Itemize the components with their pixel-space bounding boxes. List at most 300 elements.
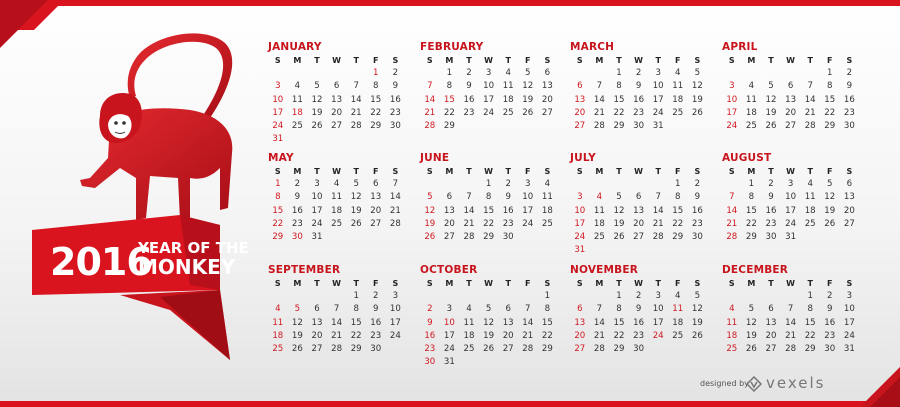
day-cell: 7 bbox=[466, 192, 472, 203]
weekday-header bbox=[420, 165, 570, 178]
day-cell: 10 bbox=[574, 205, 586, 216]
day-cell: 10 bbox=[522, 192, 534, 203]
day-cell: 26 bbox=[824, 218, 836, 229]
day-cell: 16 bbox=[424, 330, 436, 341]
day-cell: 21 bbox=[522, 330, 534, 341]
weekday-label: T bbox=[505, 279, 511, 288]
week-row bbox=[570, 205, 720, 218]
empty-day bbox=[440, 178, 460, 191]
day-cell: 29 bbox=[672, 231, 684, 242]
day-cell: 27 bbox=[443, 231, 455, 242]
day-cell: 15 bbox=[745, 205, 757, 216]
day-cell: 6 bbox=[768, 304, 774, 315]
weekday-label: S bbox=[694, 279, 701, 288]
day-cell: 10 bbox=[652, 81, 664, 92]
week-row bbox=[722, 330, 872, 343]
weekday-label: S bbox=[426, 279, 433, 288]
day-cell: 6 bbox=[846, 179, 853, 190]
weekday-label: S bbox=[576, 56, 583, 65]
weekday-header bbox=[722, 54, 872, 67]
day-cell: 10 bbox=[272, 94, 284, 105]
empty-day bbox=[800, 231, 820, 244]
day-cell: 12 bbox=[483, 317, 495, 328]
day-cell: 16 bbox=[389, 94, 401, 105]
day-cell: 21 bbox=[331, 330, 343, 341]
day-cell: 24 bbox=[574, 231, 586, 242]
day-cell: 3 bbox=[655, 68, 661, 79]
week-row bbox=[722, 80, 872, 93]
day-cell: 5 bbox=[748, 304, 755, 315]
weekday-label: T bbox=[466, 279, 472, 288]
day-cell: 2 bbox=[373, 291, 379, 302]
day-cell: 1 bbox=[748, 179, 755, 190]
empty-day bbox=[668, 244, 688, 257]
weekday-label: F bbox=[373, 279, 379, 288]
weekday-label: S bbox=[392, 56, 399, 65]
weekday-header bbox=[570, 165, 720, 178]
day-cell: 17 bbox=[652, 94, 664, 105]
day-cell: 29 bbox=[541, 343, 553, 354]
empty-day bbox=[459, 120, 479, 133]
week-row bbox=[722, 317, 872, 330]
week-row bbox=[420, 120, 570, 133]
empty-day bbox=[479, 120, 499, 133]
day-cell: 27 bbox=[370, 218, 382, 229]
week-row bbox=[268, 133, 418, 146]
day-cell: 9 bbox=[392, 81, 399, 92]
day-cell: 8 bbox=[373, 81, 379, 92]
empty-day bbox=[459, 356, 479, 369]
empty-day bbox=[570, 67, 590, 80]
weekday-label: W bbox=[484, 56, 493, 65]
day-cell: 21 bbox=[389, 205, 401, 216]
week-row bbox=[268, 205, 418, 218]
day-cell: 20 bbox=[785, 107, 797, 118]
weekday-label: W bbox=[634, 279, 643, 288]
day-cell: 17 bbox=[272, 107, 284, 118]
day-cell: 11 bbox=[672, 304, 684, 315]
week-row bbox=[268, 330, 418, 343]
weekday-label: F bbox=[525, 279, 531, 288]
day-cell: 6 bbox=[787, 81, 794, 92]
weekday-label: T bbox=[314, 56, 320, 65]
month-title: JULY bbox=[570, 152, 596, 164]
day-cell: 13 bbox=[331, 94, 343, 105]
day-cell: 2 bbox=[294, 179, 301, 190]
day-cell: 12 bbox=[765, 94, 777, 105]
weekday-label: T bbox=[314, 279, 320, 288]
week-row bbox=[420, 218, 570, 231]
day-cell: 6 bbox=[505, 304, 511, 315]
day-cell: 6 bbox=[577, 304, 583, 315]
day-cell: 29 bbox=[370, 120, 382, 131]
week-row bbox=[268, 317, 418, 330]
day-cell: 13 bbox=[843, 192, 855, 203]
weekday-label: F bbox=[675, 279, 681, 288]
empty-day bbox=[420, 290, 440, 303]
day-cell: 13 bbox=[311, 317, 323, 328]
day-cell: 31 bbox=[652, 120, 664, 131]
weekday-label: S bbox=[728, 279, 735, 288]
day-cell: 8 bbox=[485, 192, 492, 203]
empty-day bbox=[590, 67, 610, 80]
day-cell: 31 bbox=[843, 343, 855, 354]
day-cell: 1 bbox=[675, 179, 681, 190]
day-cell: 15 bbox=[541, 317, 553, 328]
day-cell: 20 bbox=[311, 330, 323, 341]
weekday-label: T bbox=[616, 167, 622, 176]
day-cell: 10 bbox=[389, 304, 401, 315]
day-cell: 11 bbox=[672, 81, 684, 92]
day-cell: 16 bbox=[691, 205, 703, 216]
weekday-label: T bbox=[616, 279, 622, 288]
day-cell: 28 bbox=[652, 231, 664, 242]
day-cell: 9 bbox=[827, 304, 833, 315]
day-cell: 28 bbox=[331, 343, 343, 354]
day-cell: 20 bbox=[765, 330, 777, 341]
day-cell: 25 bbox=[331, 218, 343, 229]
weekday-label: T bbox=[655, 279, 661, 288]
day-cell: 29 bbox=[824, 120, 836, 131]
day-cell: 9 bbox=[466, 81, 472, 92]
day-cell: 7 bbox=[333, 304, 340, 315]
day-cell: 26 bbox=[291, 343, 303, 354]
day-cell: 30 bbox=[633, 343, 645, 354]
day-cell: 24 bbox=[652, 330, 664, 341]
empty-day bbox=[518, 356, 538, 369]
day-cell: 13 bbox=[574, 94, 586, 105]
month-title: DECEMBER bbox=[722, 264, 789, 276]
weekday-label: M bbox=[445, 56, 454, 65]
day-cell: 21 bbox=[424, 107, 436, 118]
day-cell: 12 bbox=[613, 205, 625, 216]
day-cell: 10 bbox=[443, 317, 455, 328]
weekday-label: W bbox=[634, 167, 643, 176]
empty-day bbox=[346, 67, 366, 80]
day-cell: 29 bbox=[613, 343, 625, 354]
day-cell: 12 bbox=[291, 317, 303, 328]
empty-day bbox=[590, 290, 610, 303]
day-cell: 5 bbox=[694, 68, 701, 79]
day-cell: 22 bbox=[541, 330, 553, 341]
week-row bbox=[420, 107, 570, 120]
day-cell: 16 bbox=[633, 317, 645, 328]
weekday-label: M bbox=[445, 279, 454, 288]
week-row bbox=[420, 178, 570, 191]
day-cell: 24 bbox=[726, 120, 738, 131]
day-cell: 5 bbox=[353, 179, 359, 190]
day-cell: 16 bbox=[765, 205, 777, 216]
day-cell: 4 bbox=[675, 291, 681, 302]
day-cell: 15 bbox=[443, 94, 455, 105]
day-cell: 14 bbox=[785, 317, 797, 328]
empty-day bbox=[268, 67, 288, 80]
week-row bbox=[570, 80, 720, 93]
weekday-label: S bbox=[426, 56, 433, 65]
day-cell: 22 bbox=[804, 330, 816, 341]
day-cell: 8 bbox=[353, 304, 359, 315]
weekday-label: M bbox=[293, 56, 302, 65]
day-cell: 29 bbox=[443, 120, 455, 131]
empty-day bbox=[722, 67, 742, 80]
empty-day bbox=[742, 290, 762, 303]
day-cell: 18 bbox=[463, 330, 475, 341]
day-cell: 3 bbox=[846, 291, 853, 302]
day-cell: 3 bbox=[577, 192, 583, 203]
day-cell: 26 bbox=[350, 218, 362, 229]
day-cell: 23 bbox=[370, 330, 382, 341]
day-cell: 26 bbox=[483, 343, 495, 354]
week-row bbox=[570, 231, 720, 244]
day-cell: 13 bbox=[443, 205, 455, 216]
day-cell: 17 bbox=[522, 205, 534, 216]
day-cell: 14 bbox=[593, 317, 605, 328]
day-cell: 22 bbox=[272, 218, 284, 229]
day-cell: 6 bbox=[544, 68, 551, 79]
weekday-label: T bbox=[768, 279, 774, 288]
week-row bbox=[570, 244, 720, 257]
day-cell: 4 bbox=[675, 68, 681, 79]
day-cell: 8 bbox=[616, 304, 622, 315]
day-cell: 2 bbox=[635, 68, 642, 79]
day-cell: 3 bbox=[485, 68, 492, 79]
day-cell: 1 bbox=[485, 179, 492, 190]
day-cell: 22 bbox=[672, 218, 684, 229]
weekday-label: W bbox=[634, 56, 643, 65]
weekday-label: T bbox=[768, 56, 774, 65]
month-may bbox=[268, 151, 418, 244]
day-cell: 10 bbox=[311, 192, 323, 203]
day-cell: 27 bbox=[311, 343, 323, 354]
weekday-label: S bbox=[728, 56, 735, 65]
banner-ribbon bbox=[30, 215, 240, 365]
day-cell: 22 bbox=[483, 218, 495, 229]
day-cell: 20 bbox=[370, 205, 382, 216]
day-cell: 14 bbox=[804, 94, 816, 105]
day-cell: 1 bbox=[807, 291, 813, 302]
empty-day bbox=[609, 244, 629, 257]
day-cell: 19 bbox=[424, 218, 436, 229]
day-cell: 10 bbox=[652, 304, 664, 315]
day-cell: 2 bbox=[466, 68, 472, 79]
day-cell: 11 bbox=[541, 192, 553, 203]
empty-day bbox=[327, 67, 347, 80]
weekday-label: M bbox=[595, 279, 604, 288]
day-cell: 28 bbox=[785, 343, 797, 354]
day-cell: 23 bbox=[633, 330, 645, 341]
day-cell: 22 bbox=[613, 330, 625, 341]
week-row bbox=[268, 231, 418, 244]
month-title: SEPTEMBER bbox=[268, 264, 341, 276]
day-cell: 4 bbox=[275, 304, 281, 315]
day-cell: 23 bbox=[633, 107, 645, 118]
day-cell: 9 bbox=[373, 304, 379, 315]
weekday-label: S bbox=[728, 167, 735, 176]
week-row bbox=[570, 120, 720, 133]
week-row bbox=[420, 191, 570, 204]
week-row bbox=[420, 80, 570, 93]
day-cell: 30 bbox=[502, 231, 514, 242]
weekday-header bbox=[268, 54, 418, 67]
month-title: OCTOBER bbox=[420, 264, 478, 276]
day-cell: 11 bbox=[331, 192, 343, 203]
empty-day bbox=[307, 133, 327, 146]
day-cell: 9 bbox=[294, 192, 301, 203]
day-cell: 25 bbox=[272, 343, 284, 354]
day-cell: 10 bbox=[483, 81, 495, 92]
credit-designed-by: designed by bbox=[700, 379, 749, 388]
day-cell: 26 bbox=[745, 343, 757, 354]
day-cell: 9 bbox=[635, 304, 642, 315]
day-cell: 27 bbox=[765, 343, 777, 354]
day-cell: 12 bbox=[350, 192, 362, 203]
weekday-label: S bbox=[392, 279, 399, 288]
weekday-label: T bbox=[505, 56, 511, 65]
day-cell: 9 bbox=[768, 192, 774, 203]
day-cell: 3 bbox=[392, 291, 399, 302]
empty-day bbox=[288, 133, 308, 146]
empty-day bbox=[346, 231, 366, 244]
day-cell: 16 bbox=[502, 205, 514, 216]
day-cell: 17 bbox=[311, 205, 323, 216]
credit-brand: vexels bbox=[766, 374, 826, 392]
day-cell: 20 bbox=[541, 94, 553, 105]
day-cell: 4 bbox=[596, 192, 603, 203]
empty-day bbox=[366, 231, 386, 244]
empty-day bbox=[518, 120, 538, 133]
weekday-label: F bbox=[827, 167, 833, 176]
empty-day bbox=[570, 290, 590, 303]
empty-day bbox=[688, 244, 708, 257]
weekday-label: W bbox=[332, 167, 341, 176]
day-cell: 23 bbox=[424, 343, 436, 354]
day-cell: 7 bbox=[353, 81, 359, 92]
week-row bbox=[570, 330, 720, 343]
month-april bbox=[722, 40, 872, 133]
day-cell: 8 bbox=[275, 192, 281, 203]
day-cell: 14 bbox=[331, 317, 343, 328]
empty-day bbox=[459, 290, 479, 303]
day-cell: 28 bbox=[726, 231, 738, 242]
week-row bbox=[268, 218, 418, 231]
day-cell: 1 bbox=[616, 68, 622, 79]
day-cell: 30 bbox=[691, 231, 703, 242]
day-cell: 14 bbox=[350, 94, 362, 105]
day-cell: 15 bbox=[804, 317, 816, 328]
empty-day bbox=[420, 67, 440, 80]
empty-day bbox=[609, 178, 629, 191]
day-cell: 21 bbox=[785, 330, 797, 341]
weekday-label: S bbox=[392, 167, 399, 176]
week-row bbox=[420, 205, 570, 218]
day-cell: 17 bbox=[785, 205, 797, 216]
empty-day bbox=[722, 290, 742, 303]
week-row bbox=[722, 231, 872, 244]
weekday-header bbox=[570, 54, 720, 67]
day-cell: 21 bbox=[726, 218, 738, 229]
day-cell: 11 bbox=[291, 94, 303, 105]
day-cell: 8 bbox=[807, 304, 813, 315]
empty-day bbox=[327, 133, 347, 146]
day-cell: 23 bbox=[389, 107, 401, 118]
day-cell: 10 bbox=[726, 94, 738, 105]
day-cell: 3 bbox=[525, 179, 531, 190]
weekday-header bbox=[570, 277, 720, 290]
day-cell: 30 bbox=[633, 120, 645, 131]
day-cell: 13 bbox=[785, 94, 797, 105]
day-cell: 16 bbox=[633, 94, 645, 105]
day-cell: 27 bbox=[574, 343, 586, 354]
week-row bbox=[420, 330, 570, 343]
banner-year: 2016 bbox=[50, 240, 152, 284]
day-cell: 24 bbox=[272, 120, 284, 131]
day-cell: 11 bbox=[463, 317, 475, 328]
empty-day bbox=[459, 178, 479, 191]
day-cell: 4 bbox=[748, 81, 755, 92]
day-cell: 21 bbox=[350, 107, 362, 118]
week-row bbox=[420, 231, 570, 244]
empty-day bbox=[538, 120, 558, 133]
day-cell: 2 bbox=[635, 291, 642, 302]
month-title: JUNE bbox=[420, 152, 450, 164]
day-cell: 9 bbox=[694, 192, 701, 203]
weekday-label: F bbox=[525, 167, 531, 176]
day-cell: 19 bbox=[824, 205, 836, 216]
day-cell: 15 bbox=[672, 205, 684, 216]
month-august bbox=[722, 151, 872, 244]
month-title: FEBRUARY bbox=[420, 41, 484, 53]
day-cell: 14 bbox=[522, 317, 534, 328]
day-cell: 11 bbox=[593, 205, 605, 216]
day-cell: 23 bbox=[502, 218, 514, 229]
weekday-label: T bbox=[616, 56, 622, 65]
day-cell: 9 bbox=[846, 81, 853, 92]
empty-day bbox=[820, 231, 840, 244]
empty-day bbox=[668, 343, 688, 356]
empty-day bbox=[538, 356, 558, 369]
weekday-label: S bbox=[846, 279, 853, 288]
banner-line1: YEAR OF THE bbox=[138, 239, 249, 257]
week-row bbox=[268, 178, 418, 191]
day-cell: 31 bbox=[311, 231, 323, 242]
day-cell: 17 bbox=[483, 94, 495, 105]
weekday-label: M bbox=[747, 56, 756, 65]
week-row bbox=[268, 120, 418, 133]
empty-day bbox=[498, 290, 518, 303]
day-cell: 25 bbox=[463, 343, 475, 354]
week-row bbox=[570, 303, 720, 316]
weekday-label: T bbox=[353, 279, 359, 288]
empty-day bbox=[648, 343, 668, 356]
weekday-label: F bbox=[827, 56, 833, 65]
day-cell: 10 bbox=[843, 304, 855, 315]
weekday-label: W bbox=[332, 279, 341, 288]
month-february bbox=[420, 40, 570, 133]
day-cell: 12 bbox=[691, 81, 703, 92]
day-cell: 23 bbox=[463, 107, 475, 118]
day-cell: 5 bbox=[694, 291, 701, 302]
day-cell: 7 bbox=[596, 304, 603, 315]
day-cell: 24 bbox=[483, 107, 495, 118]
month-october bbox=[420, 263, 570, 369]
empty-day bbox=[629, 244, 649, 257]
day-cell: 12 bbox=[424, 205, 436, 216]
month-july bbox=[570, 151, 720, 257]
weekday-label: S bbox=[694, 167, 701, 176]
day-cell: 6 bbox=[635, 192, 642, 203]
week-row bbox=[420, 303, 570, 316]
day-cell: 30 bbox=[824, 343, 836, 354]
